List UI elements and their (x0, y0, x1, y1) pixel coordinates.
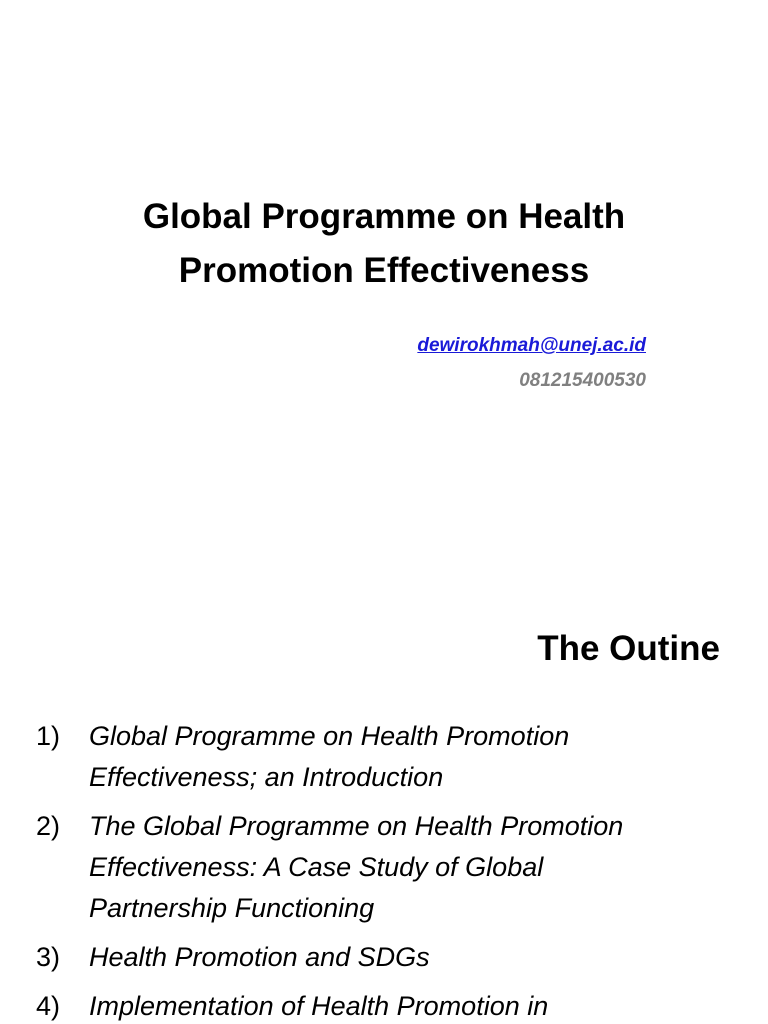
outline-item-4 (36, 986, 736, 1024)
outline-item-number: 3) (36, 942, 61, 972)
outline-title: The Outine (537, 629, 720, 668)
outline-item-line: Health Promotion and SDGs (89, 942, 430, 972)
slide-title-line-2: Promotion Effectiveness (178, 251, 590, 290)
outline-slide (0, 576, 768, 1024)
outline-item-line: Effectiveness; an Introduction (89, 762, 444, 792)
outline-item-3 (36, 937, 736, 978)
outline-item-line: Global Programme on Health Promotion (89, 721, 570, 751)
outline-item-number: 2) (36, 811, 61, 841)
outline-item-1 (36, 716, 736, 798)
outline-item-text (89, 986, 736, 1024)
outline-item-line: Implementation of Health Promotion in (89, 991, 549, 1021)
slide-title-line-1: Global Programme on Health (142, 197, 626, 236)
outline-list (36, 716, 736, 1024)
outline-item-text (89, 716, 736, 798)
outline-item-number: 1) (36, 721, 61, 751)
outline-item-2 (36, 806, 736, 929)
author-email-link[interactable]: dewirokhmah@unej.ac.id (417, 335, 646, 356)
outline-item-text (89, 937, 736, 978)
outline-item-number: 4) (36, 991, 61, 1021)
slide-title (60, 190, 708, 298)
outline-item-line: Partnership Functioning (89, 893, 375, 923)
outline-item-text (89, 806, 736, 929)
outline-item-line: Effectiveness: A Case Study of Global (89, 852, 544, 882)
outline-item-line: The Global Programme on Health Promotion (89, 811, 624, 841)
author-phone: 081215400530 (519, 370, 646, 391)
